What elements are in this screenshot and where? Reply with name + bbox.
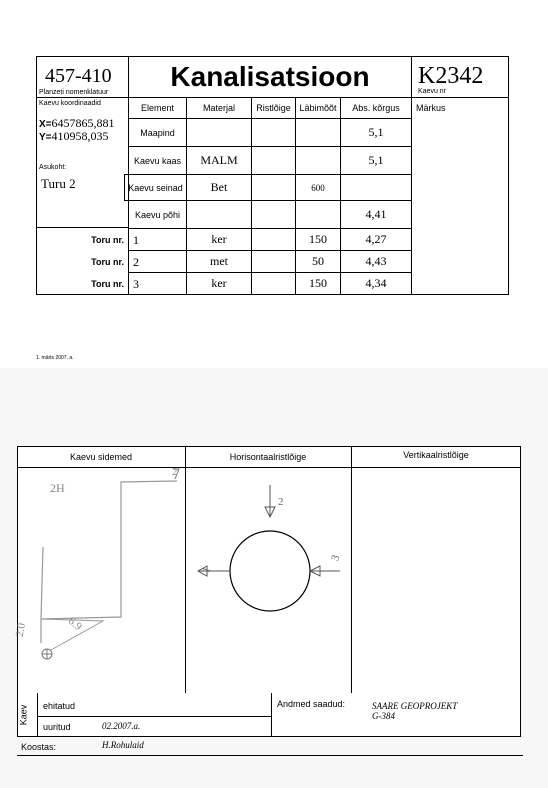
map-code: 457-410 [45, 65, 112, 87]
pipe-korgus: 4,27 [340, 228, 412, 251]
pipe-nr [128, 272, 187, 295]
pipe-labimoot: 150 [295, 272, 341, 295]
row-ristloige [251, 118, 296, 147]
y-coord [39, 127, 109, 145]
map-code-cell [36, 56, 129, 98]
col-horisontaal: Horisontaalristlõige [229, 452, 307, 462]
well-id: K2342 [418, 63, 484, 89]
built-label: ehitatud [43, 701, 76, 711]
kaev-side-label: Kaev [18, 704, 29, 726]
row-ristloige [251, 174, 296, 201]
arrow-2-icon [265, 485, 275, 517]
row-korgus [340, 174, 412, 201]
map-code-caption: Planzeti nomenklatuur [39, 89, 109, 96]
pipe-materjal: ker [186, 272, 252, 295]
coords-label: Kaevu koordinaadid [39, 100, 101, 107]
th-labimoot: Läbimõõt [295, 97, 341, 119]
y-label: Y= [39, 132, 52, 143]
row-materjal: Bet [186, 174, 252, 201]
pipe-label: Toru nr. [91, 279, 124, 289]
row-korgus: 4,41 [340, 200, 412, 229]
col-sidemed: Kaevu sidemed [69, 452, 133, 462]
pipe-label: Toru nr. [91, 257, 124, 267]
pipe-materjal: met [186, 250, 252, 273]
surveyed-label: uuritud [43, 722, 71, 732]
th-korgus: Abs. kõrgus [340, 97, 412, 119]
pipe-ristloige [251, 228, 296, 251]
row-korgus: 5,1 [340, 118, 412, 147]
pipe-nr-value: 2 [133, 255, 139, 269]
sketch-label-b: 2 [172, 466, 178, 478]
cross-section-diagram [186, 467, 351, 694]
markus-label: Märkus [416, 103, 446, 113]
data-source-code: G-384 [372, 711, 395, 721]
pipe-nr-value: 3 [133, 277, 139, 291]
pipe-ristloige [251, 272, 296, 295]
th-ristloige: Ristlõige [251, 97, 296, 119]
divider [271, 693, 272, 737]
arrow-label-1: 1 [200, 565, 214, 575]
x-value: 6457865,881 [51, 116, 115, 130]
surveyed-value: 02.2007.a. [102, 721, 141, 731]
well-circle [230, 531, 310, 611]
arrow-3-icon [310, 566, 340, 576]
col-vertikaal: Vertikaalristlõige [403, 450, 469, 460]
y-value: 410958,035 [51, 129, 109, 143]
arrow-label-2: 2 [278, 496, 284, 508]
footer-block [17, 693, 521, 737]
row-korgus: 5,1 [340, 146, 412, 175]
sketch-label-d: 6.9 [65, 614, 84, 634]
pipe-materjal: ker [186, 228, 252, 251]
connection-sketch [17, 467, 185, 694]
th-markus [411, 97, 509, 295]
divider [37, 693, 38, 737]
data-source-name: SAARE GEOPROJEKT [372, 701, 458, 711]
arrow-label-3: 3 [329, 553, 343, 563]
row-element: Kaevu kaas [128, 146, 187, 175]
author-value: H.Rohulaid [102, 740, 144, 750]
pipe-nr [128, 250, 187, 273]
th-materjal: Materjal [186, 97, 252, 119]
sketch-label-a: 2H [50, 481, 65, 495]
pipe-labimoot: 50 [295, 250, 341, 273]
pipe-korgus: 4,34 [340, 272, 412, 295]
row-materjal [186, 200, 252, 229]
coords-block [36, 97, 129, 228]
author-label: Koostas: [21, 742, 57, 752]
divider [351, 446, 352, 694]
row-element: Maapind [128, 118, 187, 147]
row-element: Kaevu põhi [128, 200, 187, 229]
row-labimoot [295, 118, 341, 147]
row-labimoot [295, 200, 341, 229]
row-ristloige [251, 200, 296, 229]
location-value: Turu 2 [41, 176, 76, 191]
data-source-label: Andmed saadud: [277, 699, 346, 709]
date-note: 1. märts 2007. a. [36, 355, 74, 361]
well-id-cell [411, 56, 509, 98]
well-id-caption: Kaevu nr [418, 88, 447, 95]
pipe-nr [128, 228, 187, 251]
row-labimoot: 600 [295, 174, 341, 201]
title-cell [128, 56, 412, 98]
pipe-ristloige [251, 250, 296, 273]
row-element: Kaevu seinad [124, 174, 187, 201]
pipe-label: Toru nr. [91, 235, 124, 245]
sketch-label-c: 2.0 [13, 622, 28, 638]
row-materjal: MALM [186, 146, 252, 175]
row-materjal [186, 118, 252, 147]
divider [17, 755, 523, 756]
form-title: Kanalisatsioon [170, 61, 370, 92]
location-label: Asukoht: [39, 164, 67, 171]
sketch-line [41, 481, 177, 643]
pipe-labimoot: 150 [295, 228, 341, 251]
row-ristloige [251, 146, 296, 175]
th-element: Element [128, 97, 187, 119]
pipe-korgus: 4,43 [340, 250, 412, 273]
divider [37, 716, 271, 717]
pipe-nr-value: 1 [133, 233, 139, 247]
row-labimoot [295, 146, 341, 175]
x-label: X= [39, 119, 52, 130]
